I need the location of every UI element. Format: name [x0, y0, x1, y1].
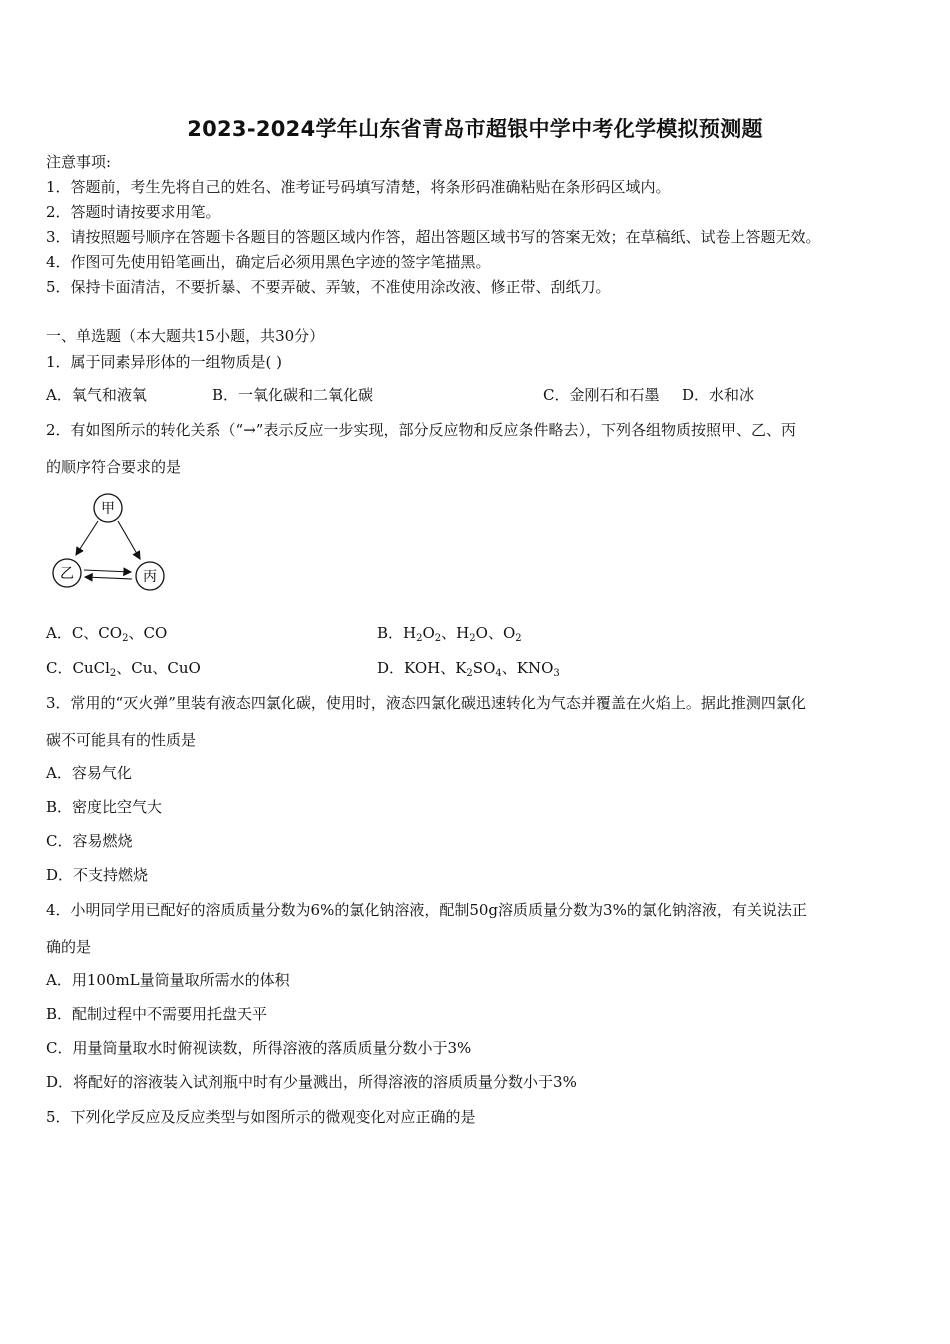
q1-option-b: B．一氧化碳和二氧化碳: [212, 386, 374, 404]
node-jia-label: 甲: [101, 501, 115, 517]
question-4-stem-cont: 确的是: [46, 938, 92, 956]
node-jia: [94, 494, 122, 522]
q3-option-d: D．不支持燃烧: [46, 866, 149, 884]
question-3-stem: 3．常用的“灭火弹”里装有液态四氯化碳，使用时，液态四氯化碳迅速转化为气态并覆盖在火焰上。据此推测四氯化: [46, 694, 806, 712]
page-title: 2023-2024学年山东省青岛市超银中学中考化学模拟预测题: [187, 117, 763, 141]
q2-option-a: A．C、$CO_2$、CO: [46, 624, 168, 644]
q4-option-d: D．将配好的溶液装入试剂瓶中时有少量溅出，所得溶液的溶质质量分数小于3%: [46, 1073, 577, 1091]
notice-item: 1．答题前，考生先将自己的姓名、准考证号码填写清楚，将条形码准确粘贴在条形码区域内。: [46, 178, 671, 196]
node-bing: [136, 562, 164, 590]
question-1-stem: 1．属于同素异形体的一组物质是( ): [46, 353, 283, 371]
question-2-stem-cont: 的顺序符合要求的是: [46, 458, 182, 476]
q2-option-c: C．CuCl$_2$、Cu、CuO: [46, 659, 201, 679]
notice-heading: 注意事项:: [46, 153, 112, 171]
q3-option-c: C．容易燃烧: [46, 832, 133, 850]
q2-option-b: B．$H_2O_2$、$H_2O$、$O_2$: [377, 624, 522, 644]
arrow-yi-to-bing: [84, 570, 131, 572]
question-3-stem-cont: 碳不可能具有的性质是: [46, 731, 197, 749]
notice-item: 5．保持卡面清洁，不要折暴、不要弄破、弄皱，不准使用涂改液、修正带、刮纸刀。: [46, 278, 611, 296]
notice-item: 3．请按照题号顺序在答题卡各题目的答题区域内作答，超出答题区域书写的答案无效；在草稿纸、试卷上答题无效。: [46, 228, 821, 246]
node-yi: [53, 559, 81, 587]
q4-option-b: B．配制过程中不需要用托盘天平: [46, 1005, 268, 1023]
notice-item: 4．作图可先使用铅笔画出，确定后必须用黑色字迹的签字笔描黑。: [46, 253, 491, 271]
q2-option-d: D．KOH、$K_2SO_4$、$KNO_3$: [377, 659, 560, 679]
arrow-bing-to-yi: [85, 577, 132, 579]
arrow-jia-to-yi: [76, 521, 98, 555]
q1-option-d: D．水和冰: [682, 386, 755, 404]
q1-option-c: C．金刚石和石墨: [543, 386, 660, 404]
question-5-stem: 5．下列化学反应及反应类型与如图所示的微观变化对应正确的是: [46, 1108, 476, 1126]
arrow-jia-to-bing: [118, 521, 140, 559]
question-4-stem: 4．小明同学用已配好的溶质质量分数为6%的氯化钠溶液，配制50g溶质质量分数为3%的氯化钠溶液，有关说法正: [46, 901, 807, 919]
q1-option-a: A．氧气和液氧: [46, 386, 147, 404]
node-yi-label: 乙: [60, 566, 74, 582]
question-2-stem: 2．有如图所示的转化关系（“→”表示反应一步实现，部分反应物和反应条件略去），下列各组物质按照甲、乙、丙: [46, 421, 796, 439]
node-bing-label: 丙: [143, 569, 157, 585]
q4-option-c: C．用量筒量取水时俯视读数，所得溶液的落质质量分数小于3%: [46, 1039, 472, 1057]
q3-option-b: B．密度比空气大: [46, 798, 163, 816]
q4-option-a: A．用100mL量筒量取所需水的体积: [46, 971, 290, 989]
q3-option-a: A．容易气化: [46, 764, 132, 782]
section-heading: 一、单选题（本大题共15小题，共30分）: [46, 327, 325, 345]
conversion-diagram: [46, 488, 176, 600]
notice-item: 2．答题时请按要求用笔。: [46, 203, 221, 221]
